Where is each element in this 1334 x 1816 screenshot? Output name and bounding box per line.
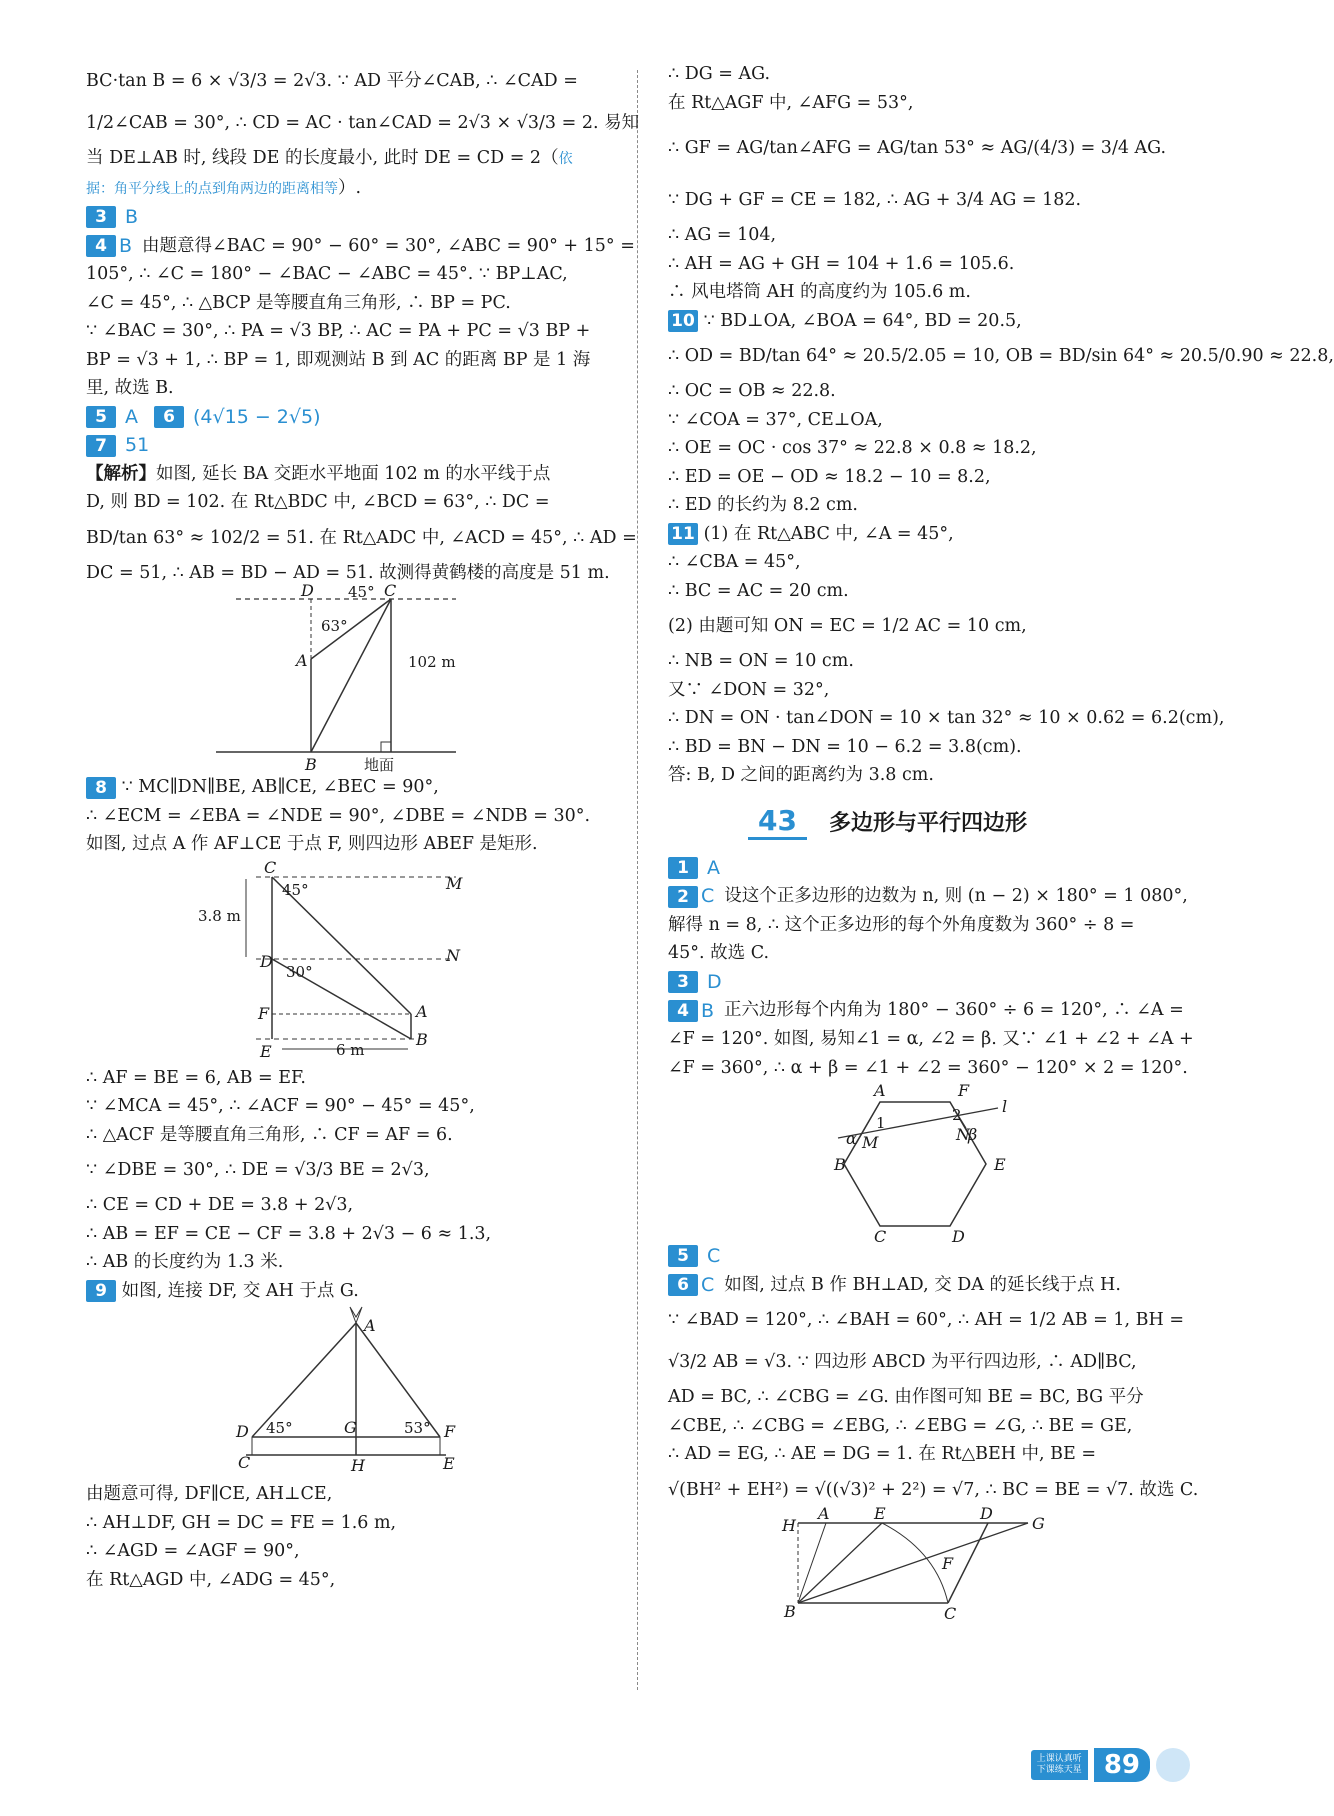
question-badge: 2 <box>668 886 698 908</box>
label-l: l <box>1002 1097 1008 1116</box>
answer-row <box>86 203 606 232</box>
text-line <box>86 460 606 489</box>
text-line: ∴ OE = OC · cos 37° ≈ 22.8 × 0.8 ≈ 18.2, <box>668 438 1037 458</box>
text-line: 在 Rt△AGF 中, ∠AFG = 53°, <box>668 92 914 113</box>
label-F: F <box>942 1553 954 1573</box>
text-line: BC·tan B = 6 × √3/3 = 2√3. ∵ AD 平分∠CAB, ∴ ∠CAD = <box>86 71 578 91</box>
text-span: 设这个正多边形的边数为 n, 则 (n − 2) × 180° = 1 080°, <box>724 886 1188 906</box>
text-line: ∴ DN = ON · tan∠DON = 10 × tan 32° ≈ 10 × 0.62 = 6.2(cm), <box>668 708 1225 728</box>
text-line: ∴ ∠AGD = ∠AGF = 90°, <box>86 1541 300 1562</box>
text-line: √(BH² + EH²) = √((√3)² + 2²) = √7, ∴ BC = BE = √7. 故选 C. <box>668 1479 1199 1500</box>
height-label: 102 m <box>408 653 456 672</box>
answer-row <box>668 307 1188 336</box>
question-badge: 8 <box>86 777 116 799</box>
text-line: ∠F = 120°. 如图, 易知∠1 = α, ∠2 = β. 又∵ ∠1 + ∠2 + ∠A + <box>668 1029 1194 1049</box>
figure-hexagon <box>668 1081 1188 1246</box>
label-F: F <box>444 1422 456 1442</box>
question-badge: 4 <box>668 1000 698 1022</box>
answer-choice: B <box>119 234 133 257</box>
answer-row <box>668 1242 1188 1271</box>
mascot-icon <box>1156 1748 1190 1782</box>
angle-45: 45° <box>266 1419 293 1438</box>
label-F: F <box>258 1003 270 1023</box>
column-divider <box>637 70 638 1690</box>
text-span: 由题意得∠BAC = 90° − 60° = 30°, ∠ABC = 90° + 15° = <box>142 235 635 256</box>
label-M: M <box>862 1133 879 1152</box>
label-A: A <box>364 1316 376 1336</box>
text-line: ∴ AH = AG + GH = 104 + 1.6 = 105.6. <box>668 253 1015 274</box>
question-badge: 1 <box>668 857 698 879</box>
text-line: 1/2∠CAB = 30°, ∴ CD = AC · tan∠CAD = 2√3 × √3/3 = 2. 易知 <box>86 113 640 133</box>
question-badge: 9 <box>86 1280 116 1302</box>
angle-2: 2 <box>952 1106 962 1124</box>
text-line: (2) 由题可知 ON = EC = 1/2 AC = 10 cm, <box>668 616 1027 636</box>
label-D: D <box>236 1422 249 1442</box>
label-H: H <box>351 1456 365 1476</box>
page-number: 89 <box>1094 1748 1150 1782</box>
answer-row <box>86 1277 606 1306</box>
question-badge: 11 <box>668 523 698 545</box>
angle-30: 30° <box>286 962 313 981</box>
page-footer <box>1031 1748 1190 1782</box>
answer-choice: (4√15 − 2√5) <box>193 405 321 428</box>
text-line: ∵ DG + GF = CE = 182, ∴ AG + 3/4 AG = 182. <box>668 190 1082 210</box>
section-number: 43 <box>748 804 807 840</box>
section-title: 多边形与平行四边形 <box>828 811 1027 836</box>
text-line: ∴ ED 的长约为 8.2 cm. <box>668 495 858 515</box>
label-A: A <box>296 651 308 671</box>
text-line: ∴ 风电塔筒 AH 的高度约为 105.6 m. <box>668 282 971 302</box>
answer-choice: C <box>701 885 715 908</box>
question-badge: 3 <box>86 206 116 228</box>
text-span: ∵ BD⊥OA, ∠BOA = 64°, BD = 20.5, <box>703 310 1022 331</box>
answer-row <box>668 996 1188 1025</box>
text-line: ∴ OD = BD/tan 64° ≈ 20.5/2.05 = 10, OB = BD/sin 64° ≈ 20.5/0.90 ≈ 22.8, <box>668 346 1334 366</box>
label-B: B <box>834 1155 846 1174</box>
angle-63: 63° <box>321 617 348 636</box>
answer-choice: C <box>701 1273 715 1296</box>
text-line: 由题意可得, DF∥CE, AH⊥CE, <box>86 1484 333 1505</box>
figure-q7 <box>86 581 606 775</box>
answer-choice: A <box>707 856 720 879</box>
label-A: A <box>818 1503 830 1523</box>
label-D: D <box>260 951 273 971</box>
answer-row <box>86 431 606 460</box>
label-A: A <box>416 1001 428 1021</box>
label-B: B <box>305 755 317 775</box>
text-span: 如图, 过点 B 作 BH⊥AD, 交 DA 的延长线于点 H. <box>724 1274 1121 1295</box>
slogan-line: 上课认真听 <box>1036 1754 1082 1764</box>
text-line: ∴ CE = CD + DE = 3.8 + 2√3, <box>86 1195 354 1216</box>
label-C: C <box>944 1603 957 1623</box>
text-line: BP = √3 + 1, ∴ BP = 1, 即观测站 B 到 AC 的距离 BP 是 1 海 <box>86 349 591 370</box>
text-line: DC = 51, ∴ AB = BD − AD = 51. 故测得黄鹤楼的高度是 51 m. <box>86 562 610 583</box>
answer-choice: B <box>701 999 715 1022</box>
text-line: ∴ DG = AG. <box>668 64 771 84</box>
label-B: B <box>784 1601 796 1621</box>
text-line: ∴ ∠ECM = ∠EBA = ∠NDE = 90°, ∠DBE = ∠NDB = 30°. <box>86 805 591 826</box>
question-badge: 7 <box>86 435 116 457</box>
text-line: 如图, 过点 A 作 AF⊥CE 于点 F, 则四边形 ABEF 是矩形. <box>86 834 538 855</box>
text-line: AD = BC, ∴ ∠CBG = ∠G. 由作图可知 BE = BC, BG 平分 <box>668 1387 1144 1408</box>
text-line: ∵ ∠MCA = 45°, ∴ ∠ACF = 90° − 45° = 45°, <box>86 1096 475 1117</box>
text-line: 里, 故选 B. <box>86 378 174 399</box>
text-span: 正六边形每个内角为 180° − 360° ÷ 6 = 120°, ∴ ∠A = <box>724 1000 1184 1021</box>
text-line: ∵ ∠BAD = 120°, ∴ ∠BAH = 60°, ∴ AH = 1/2 AB = 1, BH = <box>668 1310 1185 1331</box>
question-badge: 6 <box>668 1274 698 1296</box>
text-line: ∴ BD = BN − DN = 10 − 6.2 = 3.8(cm). <box>668 736 1022 757</box>
label-N: N <box>956 1125 970 1144</box>
label-D: D <box>980 1503 993 1523</box>
label-C: C <box>238 1453 251 1473</box>
question-badge: 3 <box>668 971 698 993</box>
answer-row <box>668 520 1188 549</box>
label-F: F <box>958 1081 970 1100</box>
text-span: ∵ MC∥DN∥BE, AB∥CE, ∠BEC = 90°, <box>121 777 439 798</box>
footer-slogan <box>1031 1750 1088 1780</box>
text-line: ∴ OC = OB ≈ 22.8. <box>668 381 836 401</box>
angle-53: 53° <box>404 1419 431 1438</box>
text-span: ）. <box>338 177 362 198</box>
figure-parallelogram <box>668 1503 1188 1623</box>
analysis-tag: 【解析】 <box>86 463 156 484</box>
question-badge: 6 <box>154 406 184 428</box>
label-B: B <box>416 1029 428 1049</box>
label-E: E <box>260 1041 272 1061</box>
label-H: H <box>782 1515 796 1535</box>
angle-1: 1 <box>876 1114 886 1132</box>
height-label: 3.8 m <box>198 906 241 925</box>
text-line: ∴ AG = 104, <box>668 225 777 245</box>
answer-choice: C <box>707 1245 721 1267</box>
answer-choice: D <box>707 970 722 993</box>
angle-45: 45° <box>282 880 309 899</box>
label-N: N <box>446 945 460 965</box>
answer-row <box>668 968 1188 997</box>
text-line: ∴ NB = ON = 10 cm. <box>668 651 854 671</box>
text-line: 解得 n = 8, ∴ 这个正多边形的每个外角度数为 360° ÷ 8 = <box>668 914 1135 935</box>
text-span: 如图, 连接 DF, 交 AH 于点 G. <box>121 1280 359 1301</box>
text-span: 当 DE⊥AB 时, 线段 DE 的长度最小, 此时 DE = CD = 2（ <box>86 148 559 168</box>
label-M: M <box>446 873 463 893</box>
text-line: √3/2 AB = √3. ∵ 四边形 ABCD 为平行四边形, ∴ AD∥BC, <box>668 1352 1137 1373</box>
question-badge: 5 <box>86 406 116 428</box>
slogan-line: 下课练天星 <box>1036 1765 1082 1775</box>
text-line: ∴ △ACF 是等腰直角三角形, ∴ CF = AF = 6. <box>86 1124 453 1145</box>
text-span: (1) 在 Rt△ABC 中, ∠A = 45°, <box>703 523 954 544</box>
text-line: ∵ ∠COA = 37°, CE⊥OA, <box>668 409 883 430</box>
angle-45: 45° <box>348 583 375 602</box>
label-C: C <box>264 857 277 877</box>
section-header <box>748 804 1188 840</box>
label-E: E <box>874 1503 886 1523</box>
label-C: C <box>874 1227 887 1246</box>
answer-row <box>86 403 606 432</box>
text-line: ∴ ∠CBA = 45°, <box>668 552 801 572</box>
question-badge: 5 <box>668 1245 698 1267</box>
label-E: E <box>994 1155 1006 1174</box>
angle-alpha: α <box>846 1129 857 1148</box>
hint-note: 据：角平分线上的点到角两边的距离相等 <box>86 180 338 197</box>
angle-beta: β <box>968 1125 978 1144</box>
answer-row <box>86 773 606 802</box>
text-line: ∠C = 45°, ∴ △BCP 是等腰直角三角形, ∴ BP = PC. <box>86 292 511 313</box>
text-line: ∴ AH⊥DF, GH = DC = FE = 1.6 m, <box>86 1512 397 1533</box>
text-line <box>86 144 606 174</box>
text-line: ∴ GF = AG/tan∠AFG = AG/tan 53° ≈ AG/(4/3) = 3/4 AG. <box>668 138 1167 158</box>
ground-label: 地面 <box>364 756 395 775</box>
right-column <box>668 60 1334 1623</box>
question-badge: 10 <box>668 310 698 332</box>
label-C: C <box>384 581 397 601</box>
text-line: ∠CBE, ∴ ∠CBG = ∠EBG, ∴ ∠EBG = ∠G, ∴ BE = GE, <box>668 1415 1133 1436</box>
text-line: ∴ BC = AC = 20 cm. <box>668 580 849 601</box>
question-badge: 4 <box>86 235 116 257</box>
text-line: ∴ ED = OE − OD ≈ 18.2 − 10 = 8.2, <box>668 466 991 487</box>
label-E: E <box>443 1454 455 1474</box>
answer-choice: A <box>125 405 138 428</box>
text-line: D, 则 BD = 102. 在 Rt△BDC 中, ∠BCD = 63°, ∴ DC = <box>86 492 550 513</box>
answer-row <box>86 232 635 261</box>
text-line: 45°. 故选 C. <box>668 943 770 964</box>
text-line: ∴ AB = EF = CE − CF = 3.8 + 2√3 − 6 ≈ 1.3, <box>86 1223 492 1244</box>
text-line: ∴ AD = EG, ∴ AE = DG = 1. 在 Rt△BEH 中, BE = <box>668 1444 1097 1465</box>
text-line: BD/tan 63° ≈ 102/2 = 51. 在 Rt△ADC 中, ∠ACD = 45°, ∴ AD = <box>86 527 637 548</box>
text-line: 105°, ∴ ∠C = 180° − ∠BAC − ∠ABC = 45°. ∵ BP⊥AC, <box>86 264 568 285</box>
answer-choice: 51 <box>125 434 150 457</box>
text-line: 在 Rt△AGD 中, ∠ADG = 45°, <box>86 1569 336 1590</box>
figure-q9 <box>86 1305 606 1480</box>
text-line: ∴ AB 的长度约为 1.3 米. <box>86 1252 284 1273</box>
left-column <box>86 60 640 1594</box>
label-A: A <box>874 1081 886 1100</box>
text-line: ∴ AF = BE = 6, AB = EF. <box>86 1067 306 1088</box>
label-G: G <box>344 1418 357 1438</box>
answer-choice: B <box>125 206 139 228</box>
text-line <box>86 174 606 204</box>
answer-row <box>668 1271 1188 1300</box>
width-label: 6 m <box>336 1040 365 1059</box>
text-line: 又∵ ∠DON = 32°, <box>668 679 830 700</box>
answer-row <box>668 882 1188 911</box>
text-line: ∠F = 360°, ∴ α + β = ∠1 + ∠2 = 360° − 120° × 2 = 120°. <box>668 1057 1188 1078</box>
text-line: ∵ ∠BAC = 30°, ∴ PA = √3 BP, ∴ AC = PA + PC = √3 BP + <box>86 321 591 342</box>
label-D: D <box>952 1227 965 1246</box>
answer-row <box>668 854 1188 883</box>
text-span: 如图, 延长 BA 交距水平地面 102 m 的水平线于点 <box>156 463 551 484</box>
label-G: G <box>1032 1513 1045 1533</box>
text-line: 答: B, D 之间的距离约为 3.8 cm. <box>668 765 934 785</box>
figure-q8 <box>86 859 606 1064</box>
label-D: D <box>301 581 314 601</box>
text-line: ∵ ∠DBE = 30°, ∴ DE = √3/3 BE = 2√3, <box>86 1160 430 1181</box>
hint-note: 依 <box>558 151 573 167</box>
